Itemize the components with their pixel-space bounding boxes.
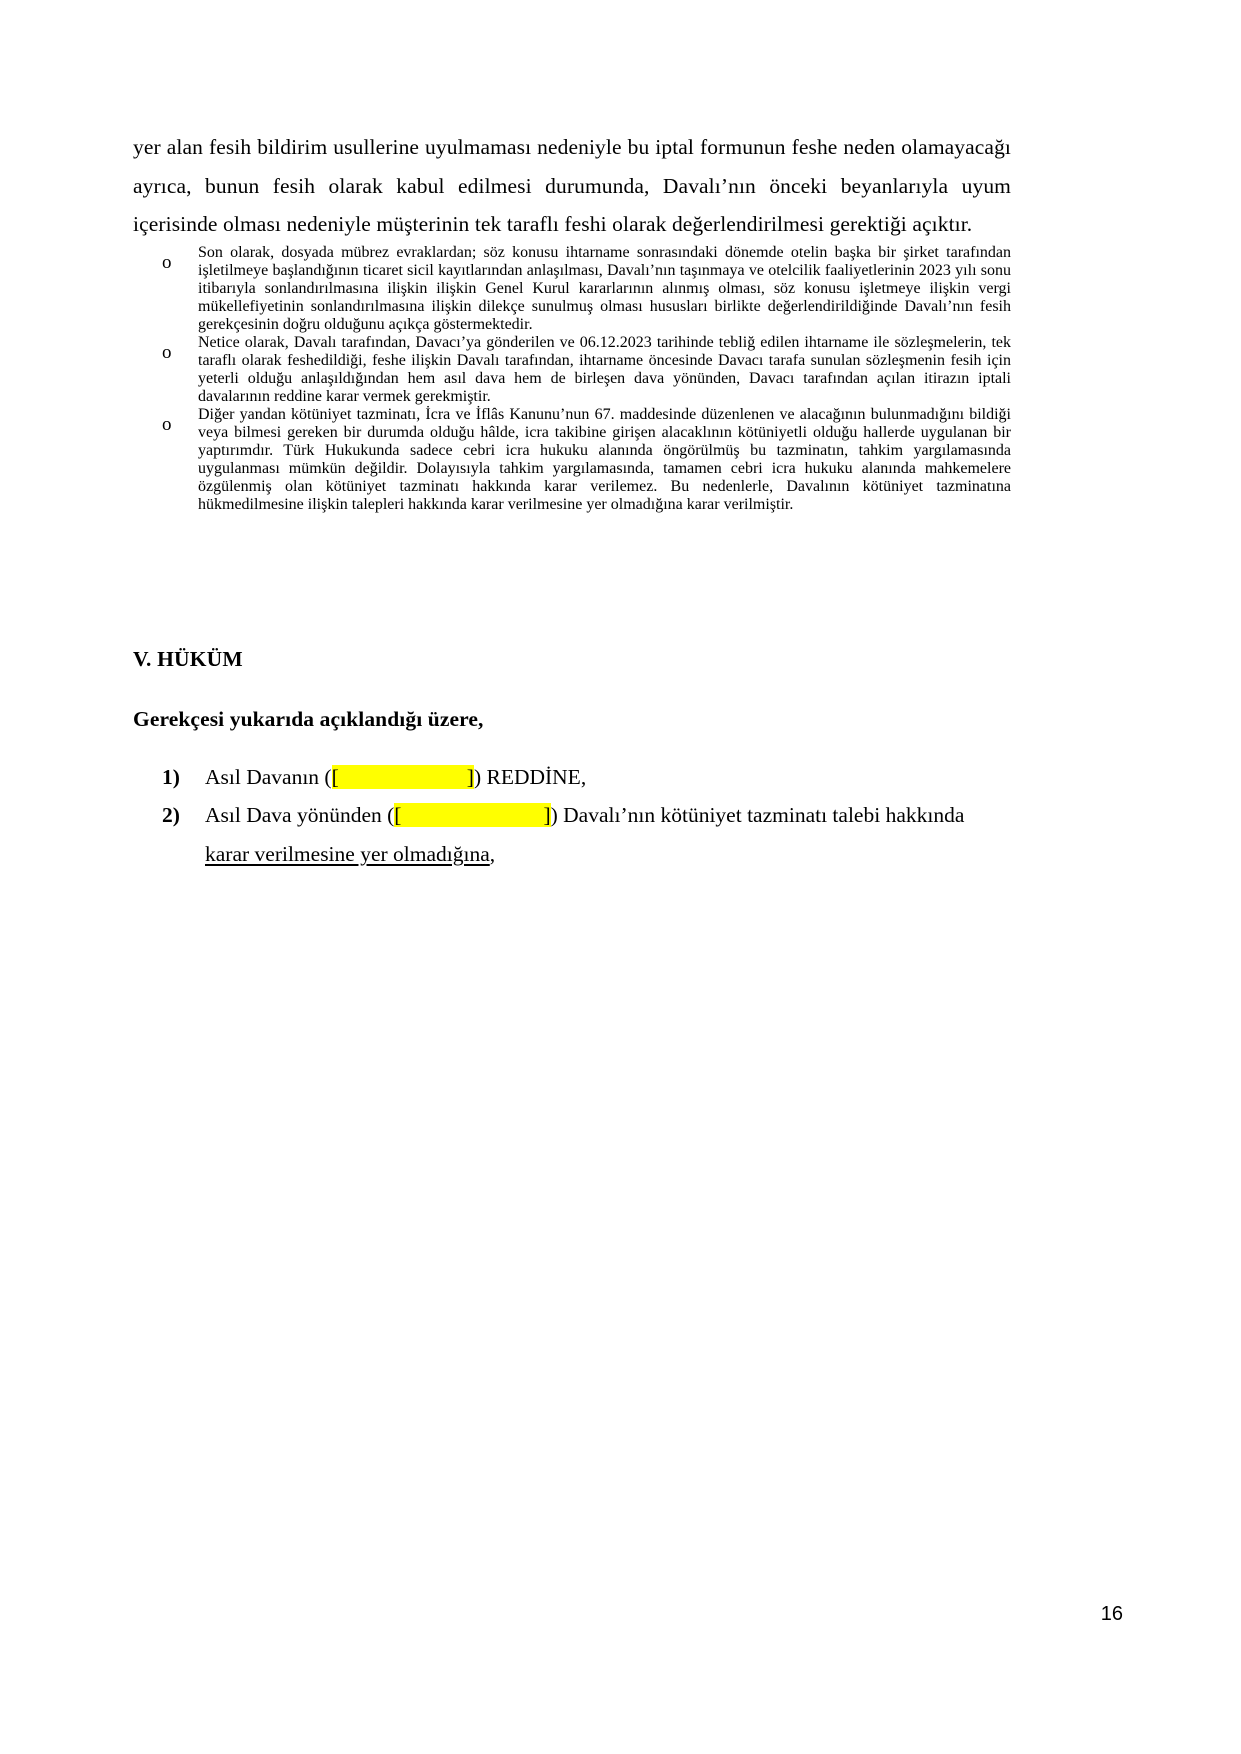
bracket-close: ] <box>543 803 551 828</box>
bullet-marker-icon: o <box>162 251 172 273</box>
list-item <box>133 244 1011 334</box>
page-number: 16 <box>1100 1603 1123 1625</box>
list-item <box>133 406 1011 514</box>
section-gap <box>133 514 1011 642</box>
spacer <box>133 676 1011 702</box>
page-content <box>133 128 1011 874</box>
hukum-lead-text: Gerekçesi yukarıda açıklandığı üzere, <box>133 706 484 731</box>
reasoning-bullet-list <box>133 244 1011 514</box>
bracket-open: [ <box>394 803 402 828</box>
hukum-item-text-before: Asıl Dava yönünden ( <box>205 803 395 828</box>
hukum-item-text-after: ) REDDİNE, <box>473 764 587 789</box>
hukum-item-underlined-text: karar verilmesine yer olmadığına <box>205 841 490 866</box>
bullet-marker-icon: o <box>162 413 172 435</box>
bullet-text: Diğer yandan kötüniyet tazminatı, İcra ve İflâs Kanunu’nun 67. maddesinde düzenlenen ve alacağının bulunmadığını bildiği veya bilmesi gereken bir durumda olduğu hâlde, icra takibine girişen alacaklının kötüniyetli olduğu hallerde uygulanan bir yaptırımdır. Türk Hukukunda sadece cebri icra hukuku alanında öngörülmüş bu tazminatın, tahkim yargılamasında uygulanması mümkün değildir. Dolayısıyla tahkim yargılamasında, tamamen cebri icra hukuku alanında mahkemelere özgülenmiş olan kötüniyet tazminatı hakkında karar verilemez. Bu nedenlerle, Davalının kötüniyet tazminatına hükmedilmesine ilişkin talepleri hakkında karar verilmesine yer olmadığına karar verilmiştir. <box>198 405 1011 513</box>
list-item-number: 2) <box>162 803 180 828</box>
list-item-number: 1) <box>162 764 180 789</box>
hukum-ordered-list <box>133 758 1011 874</box>
highlighted-blank-field[interactable] <box>332 765 474 789</box>
hukum-item-text-after: ) Davalı’nın kötüniyet tazminatı talebi hakkında <box>550 803 965 828</box>
list-item <box>133 334 1011 406</box>
list-item <box>133 758 1011 797</box>
bullet-text: Netice olarak, Davalı tarafından, Davacı’ya gönderilen ve 06.12.2023 tarihinde tebliğ edilen ihtarname ile sözleşmelerin, tek taraflı olarak feshedildiği, feshe ilişkin Davalı tarafından, ihtarname öncesinde Davacı tarafa sunulan sözleşmenin fesih için yeterli olduğu anlaşıldığından hem asıl dava hem de birleşen dava yönünden, Davacı tarafından açılan itirazın iptali davalarının reddine karar vermek gerekmiştir. <box>198 333 1011 405</box>
continuation-paragraph: yer alan fesih bildirim usullerine uyulmaması nedeniyle bu iptal formunun feshe neden olamayacağı ayrıca, bunun fesih olarak kabul edilmesi durumunda, Davalı’nın önceki beyanlarıyla uyum içerisinde olması nedeniyle müşterinin tek taraflı feshi olarak değerlendirilmesi gerektiği açıktır. <box>133 135 1011 237</box>
page-title: V. HÜKÜM <box>133 646 243 671</box>
bracket-open: [ <box>331 764 339 789</box>
bullet-marker-icon: o <box>162 341 172 363</box>
hukum-item-text-before: Asıl Davanın ( <box>205 764 332 789</box>
bracket-close: ] <box>466 764 474 789</box>
hukum-item-trailing: , <box>489 841 496 866</box>
bullet-text: Son olarak, dosyada mübrez evraklardan; söz konusu ihtarname sonrasındaki dönemde otelin başka bir şirket tarafından işletilmeye başlandığının ticaret sicil kayıtlarından anlaşılması, Davalı’nın taşınmaya ve otelcilik faaliyetlerinin 2023 yılı sonu itibarıyla sonlandırılmasına ilişkin ilişkin Genel Kurul kararlarının alınmış olması, söz konusu işletmeye ilişkin vergi mükellefiyetinin sonlandırılmasına ilişkin dilekçe sunulmuş olması hususları birlikte değerlendirildiğinde Davalı’nın fesih gerekçesinin doğru olduğunu açıkça göstermektedir. <box>198 243 1011 333</box>
list-item <box>133 796 1011 873</box>
spacer <box>133 736 1011 758</box>
highlighted-blank-field[interactable] <box>394 803 550 827</box>
